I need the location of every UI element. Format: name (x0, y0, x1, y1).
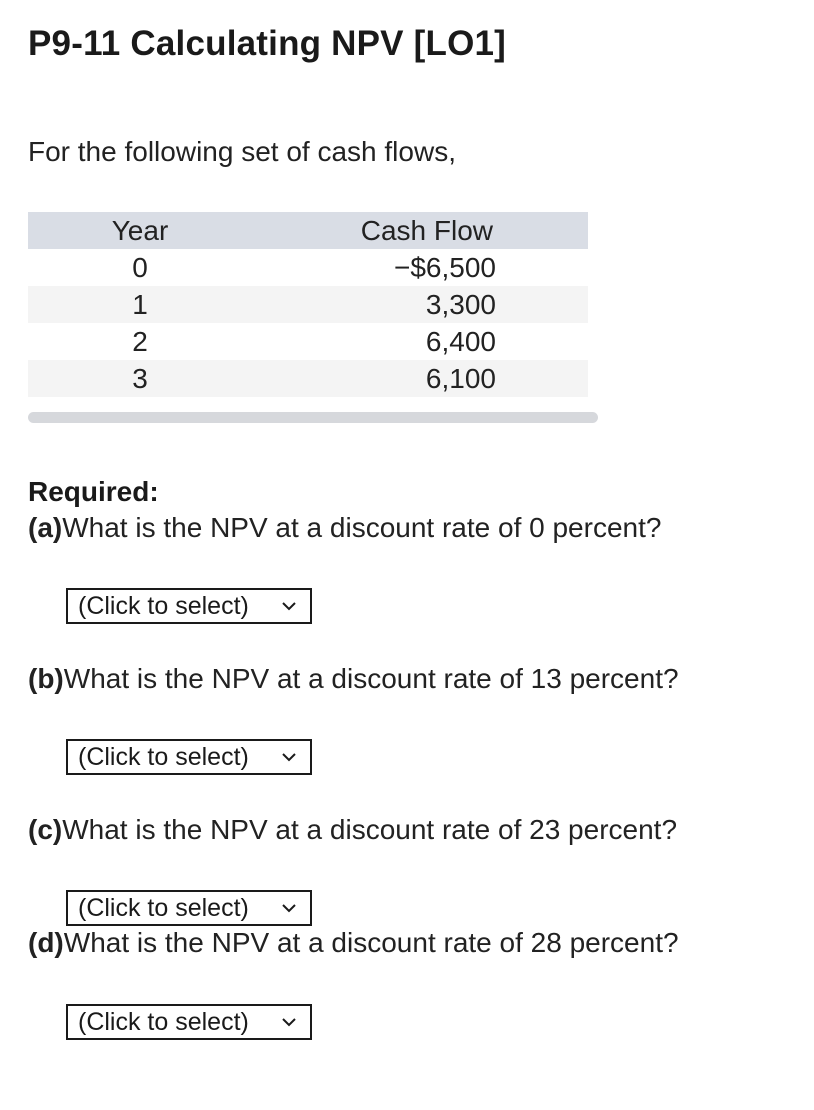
question-c (28, 814, 677, 846)
question-a (28, 512, 661, 544)
question-label: (c) (28, 814, 63, 845)
cash-flow-table (28, 212, 588, 397)
year-cell: 0 (132, 252, 148, 283)
year-cell: 1 (132, 289, 148, 320)
page-title: P9-11 Calculating NPV [LO1] (28, 24, 507, 63)
question-b (28, 663, 679, 695)
select-value: (Click to select) (78, 742, 249, 771)
answer-select-a[interactable] (66, 588, 312, 624)
table-row (28, 360, 588, 397)
chevron-down-icon (282, 903, 296, 913)
cash-flow-cell: 3,300 (425, 289, 496, 320)
cash-flow-cell: −$6,500 (394, 252, 496, 283)
question-text: What is the NPV at a discount rate of 0 percent? (62, 512, 662, 543)
chevron-down-icon (282, 752, 296, 762)
chevron-down-icon (282, 1017, 296, 1027)
answer-select-d[interactable] (66, 1004, 312, 1040)
select-value: (Click to select) (78, 591, 249, 620)
table-header-row (28, 212, 588, 249)
required-heading: Required: (28, 476, 159, 507)
cash-flow-cell: 6,400 (425, 326, 496, 357)
cash-flow-header: Cash Flow (360, 215, 493, 246)
intro-text: For the following set of cash flows, (28, 136, 456, 167)
select-value: (Click to select) (78, 1007, 249, 1036)
table-row (28, 249, 588, 286)
chevron-down-icon (282, 601, 296, 611)
table-row (28, 323, 588, 360)
question-text: What is the NPV at a discount rate of 28 percent? (63, 927, 679, 958)
question-text: What is the NPV at a discount rate of 13 percent? (63, 663, 679, 694)
answer-select-b[interactable] (66, 739, 312, 775)
question-text: What is the NPV at a discount rate of 23 percent? (62, 814, 678, 845)
question-label: (d) (28, 927, 64, 958)
cash-flow-cell: 6,100 (425, 363, 496, 394)
answer-select-c[interactable] (66, 890, 312, 926)
question-d (28, 927, 679, 959)
year-header: Year (111, 215, 169, 246)
select-value: (Click to select) (78, 893, 249, 922)
year-cell: 2 (132, 326, 148, 357)
table-row (28, 286, 588, 323)
year-cell: 3 (132, 363, 148, 394)
question-label: (a) (28, 512, 63, 543)
question-label: (b) (28, 663, 64, 694)
table-horizontal-scrollbar[interactable] (28, 412, 598, 423)
